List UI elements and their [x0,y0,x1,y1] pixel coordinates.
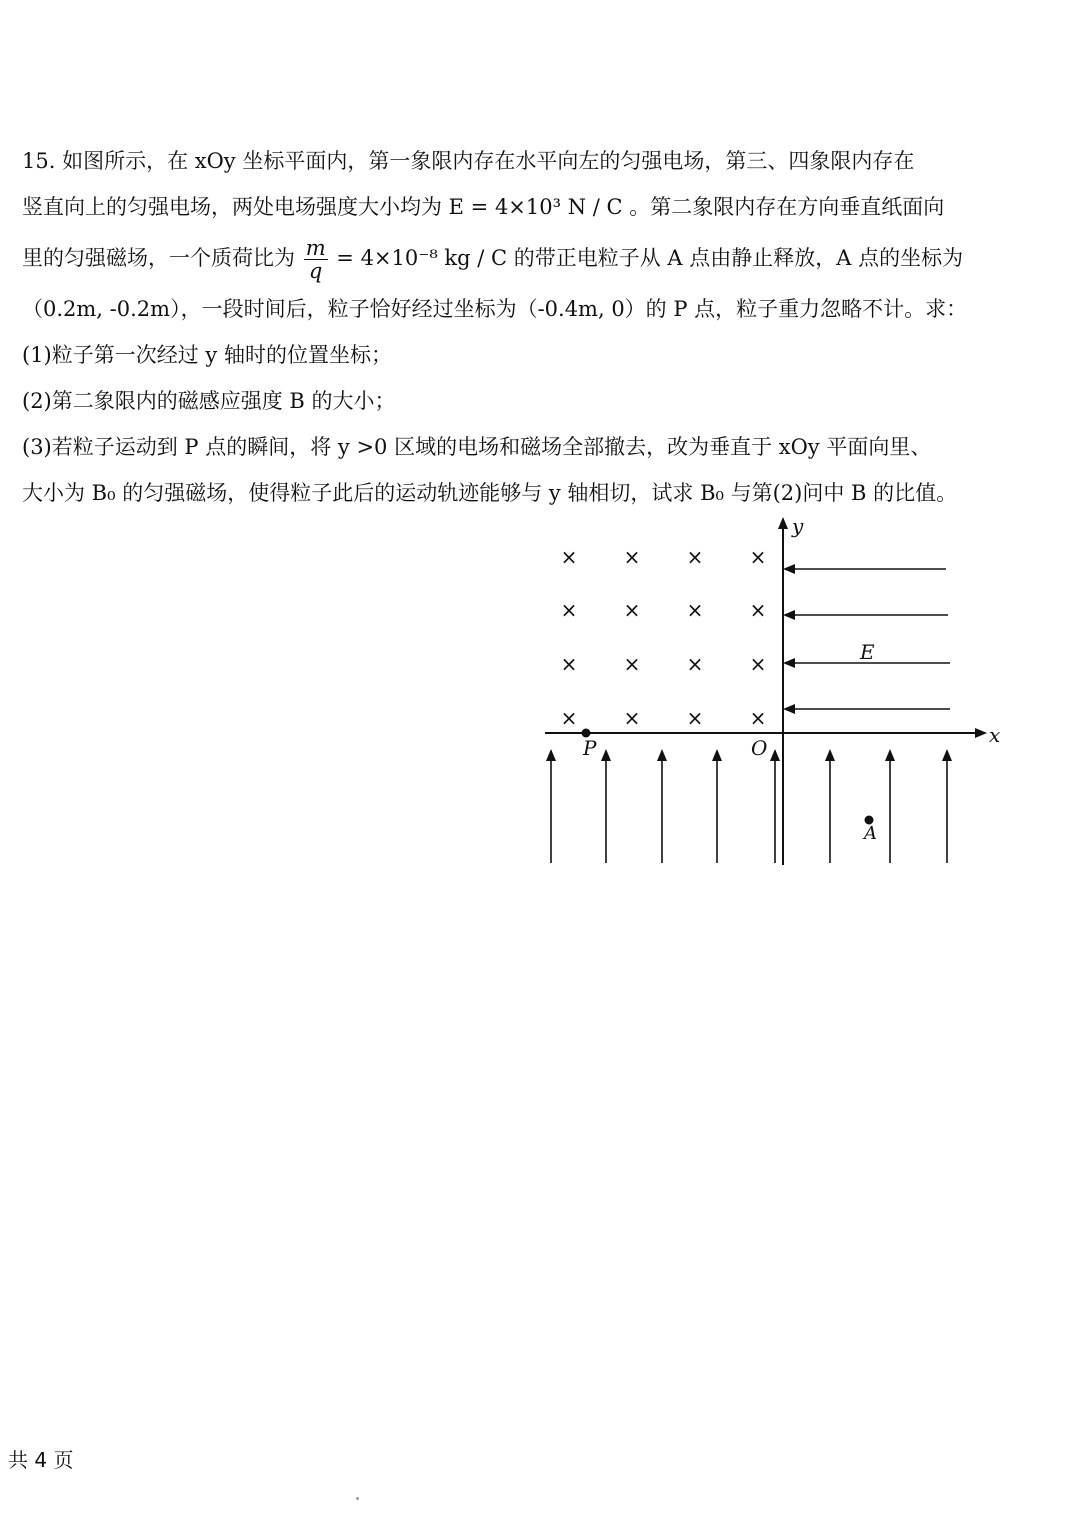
field-into-page-cross: × [749,598,767,622]
sub-question-2: (2)第二象限内的磁感应强度 B 的大小； [22,389,396,413]
question-line-3 [22,230,1032,286]
fraction-denominator: q [308,259,323,283]
field-into-page-cross: × [749,706,767,730]
point-a-label: A [864,823,877,844]
field-into-page-cross: × [686,545,704,569]
question-15 [22,138,1032,516]
question-line-1: 15. 如图所示，在 xOy 坐标平面内，第一象限内存在水平向左的匀强电场，第三、四象限内存在 [22,149,915,173]
point-p-label: P [583,736,597,760]
field-into-page-cross: × [686,652,704,676]
field-into-page-cross: × [560,652,578,676]
field-into-page-cross: × [749,652,767,676]
sub-question-1: (1)粒子第一次经过 y 轴时的位置坐标； [22,343,392,367]
fraction-numerator: m [305,236,326,260]
field-into-page-cross: × [623,598,641,622]
field-into-page-cross: × [623,706,641,730]
first-quadrant-electric-field [785,569,950,709]
sub-question-3-line-1: (3)若粒子运动到 P 点的瞬间，将 y >0 区域的电场和磁场全部撤去，改为垂直于 xOy 平面向里、 [22,435,932,459]
mass-charge-fraction [304,237,328,282]
lower-half-electric-field [551,751,947,863]
sub-question-3-line-2: 大小为 B₀ 的匀强磁场，使得粒子此后的运动轨迹能够与 y 轴相切，试求 B₀ 与第(2)问中 B 的比值。 [22,481,958,505]
question-line-3-after: = 4×10⁻⁸ kg / C 的带正电粒子从 A 点由静止释放，A 点的坐标为 [336,246,964,270]
second-quadrant-magnetic-field [561,545,767,730]
page-footer: 共 4 页 [8,1448,74,1472]
y-axis-label: y [792,514,804,538]
field-diagram [530,505,1010,875]
field-into-page-cross: × [623,545,641,569]
question-line-2: 竖直向上的匀强电场，两处电场强度大小均为 E = 4×10³ N / C 。第二象限内存在方向垂直纸面向 [22,195,945,219]
field-into-page-cross: × [686,598,704,622]
field-into-page-cross: × [560,598,578,622]
origin-label: O [751,736,768,760]
x-axis-label: x [989,723,1001,747]
field-into-page-cross: × [749,545,767,569]
electric-field-label: E [860,640,875,664]
field-into-page-cross: × [686,706,704,730]
field-into-page-cross: × [560,545,578,569]
question-line-4: （0.2m, -0.2m），一段时间后，粒子恰好经过坐标为（-0.4m, 0）的 P 点，粒子重力忽略不计。求： [22,297,968,321]
field-into-page-cross: × [560,706,578,730]
field-into-page-cross: × [623,652,641,676]
question-line-3-before: 里的匀强磁场，一个质荷比为 [22,246,295,270]
scan-speck [356,1497,359,1500]
